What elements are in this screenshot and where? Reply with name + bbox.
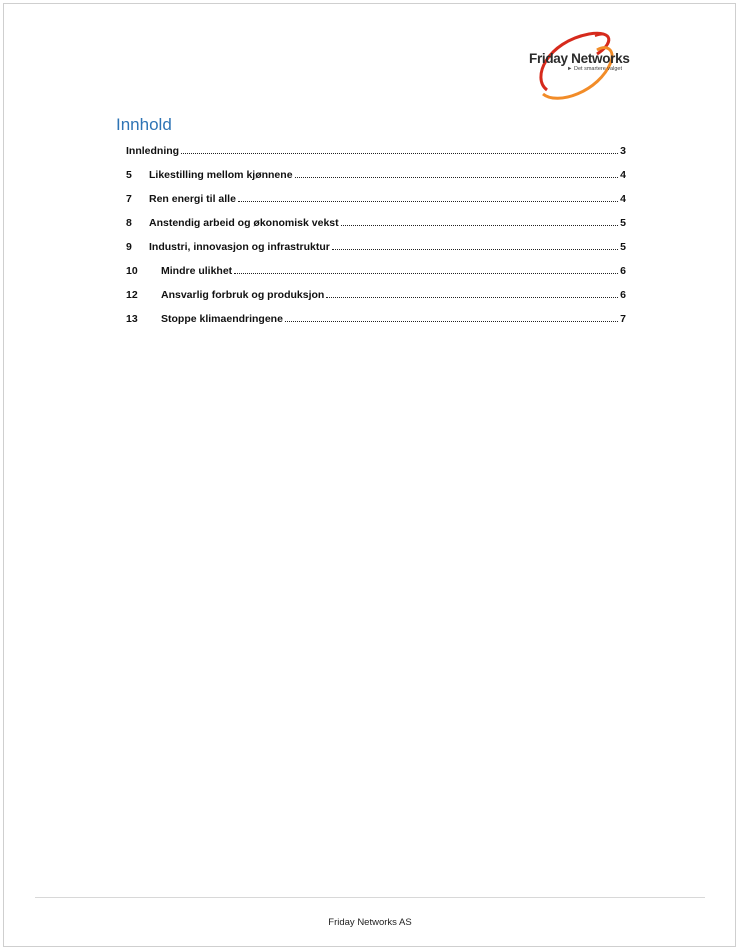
toc-entry[interactable] [126,169,626,193]
toc-leader-dots [326,296,618,298]
toc-entry-page: 7 [620,313,626,325]
toc-leader-dots [285,320,618,322]
toc-entry-number: 5 [126,169,132,181]
company-logo [527,28,637,102]
toc-entry-number: 9 [126,241,132,253]
toc-entry-title: Ansvarlig forbruk og produksjon [161,289,325,301]
toc-leader-dots [341,224,619,226]
toc-leader-dots [234,272,618,274]
toc-leader-dots [295,176,619,178]
toc-entry-number: 12 [126,289,138,301]
toc-entry-number: 13 [126,313,138,325]
logo-tagline: ► Det smartere valget [567,66,622,72]
toc-entry-page: 6 [620,265,626,277]
toc-entry-page: 5 [620,241,626,253]
toc-heading: Innhold [116,115,172,134]
toc-entry-page: 4 [620,169,626,181]
toc-entry-title: Anstendig arbeid og økonomisk vekst [149,217,339,229]
table-of-contents [126,145,626,337]
toc-entry-title: Industri, innovasjon og infrastruktur [149,241,330,253]
toc-leader-dots [181,152,618,154]
toc-entry-title: Ren energi til alle [149,193,236,205]
toc-entry[interactable] [126,313,626,337]
toc-entry-title: Mindre ulikhet [161,265,233,277]
footer-divider [35,897,705,898]
toc-entry-title: Innledning [126,145,180,157]
toc-entry[interactable] [126,241,626,265]
toc-leader-dots [238,200,618,202]
toc-entry-title: Likestilling mellom kjønnene [149,169,293,181]
toc-entry[interactable] [126,145,626,169]
toc-entry[interactable] [126,265,626,289]
toc-entry-number: 10 [126,265,138,277]
toc-entry[interactable] [126,193,626,217]
toc-entry[interactable] [126,289,626,313]
logo-title: Friday Networks [529,51,630,66]
toc-entry-number: 8 [126,217,132,229]
toc-entry-page: 5 [620,217,626,229]
toc-entry-page: 3 [620,145,626,157]
toc-entry[interactable] [126,217,626,241]
toc-leader-dots [332,248,618,250]
toc-entry-number: 7 [126,193,132,205]
toc-entry-title: Stoppe klimaendringene [161,313,283,325]
toc-entry-page: 4 [620,193,626,205]
footer-company: Friday Networks AS [328,917,412,928]
toc-entry-page: 6 [620,289,626,301]
